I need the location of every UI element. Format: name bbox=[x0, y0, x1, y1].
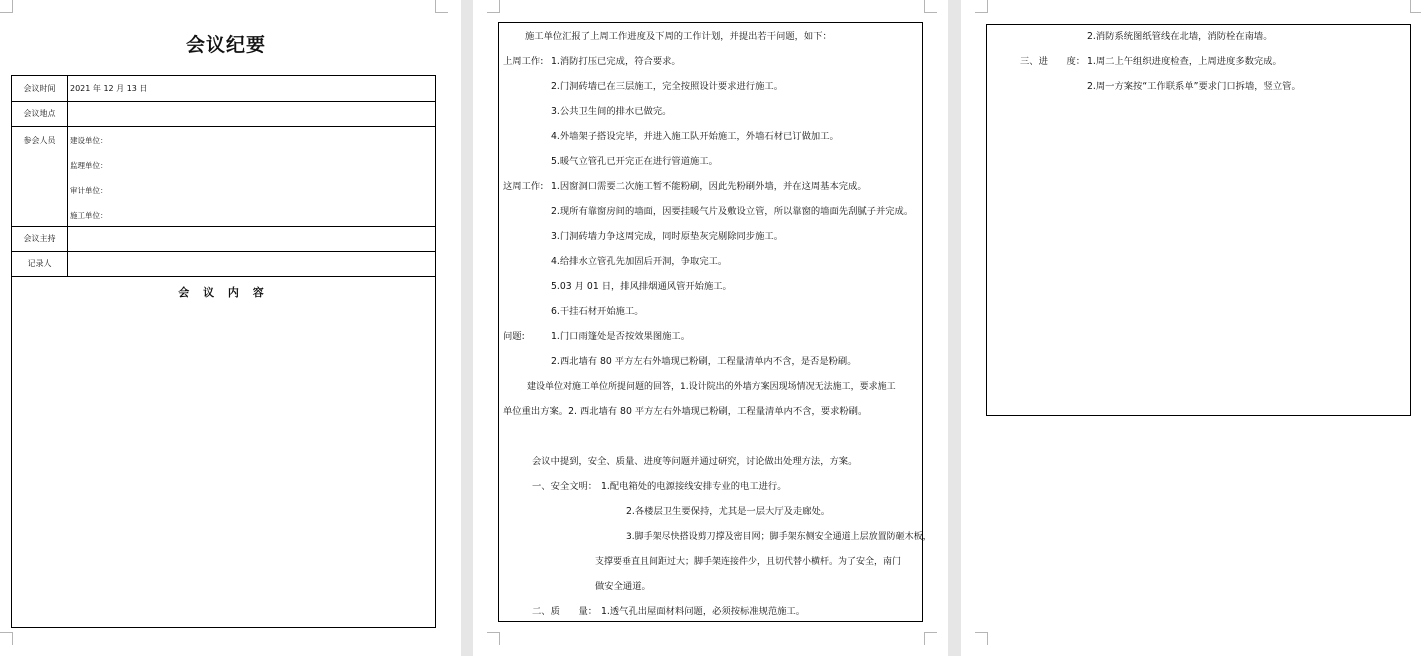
meeting-location-label: 会议地点 bbox=[23, 109, 56, 118]
issues-label: 问题: bbox=[503, 331, 525, 342]
progress-label: 三、进 度： bbox=[1020, 56, 1086, 67]
last-week-label: 上周工作: bbox=[503, 56, 544, 67]
list-item: 4.给排水立管孔先加固后开洞，争取完工。 bbox=[551, 256, 728, 267]
table-row bbox=[12, 102, 435, 127]
list-item: 5.03 月 01 日，排风排烟通风管开始施工。 bbox=[551, 281, 732, 292]
list-item: 2.门洞砖墙已在三层施工，完全按照设计要求进行施工。 bbox=[551, 81, 783, 92]
meeting-summary-line: 会议中提到，安全、质量、进度等问题并通过研究，讨论做出处理方法，方案。 bbox=[532, 456, 858, 467]
list-item: 做安全通道。 bbox=[595, 581, 651, 592]
intro-line: 施工单位汇报了上周工作进度及下周的工作计划，并提出若干问题，如下： bbox=[525, 31, 832, 42]
list-item: 1.配电箱处的电源接线安排专业的电工进行。 bbox=[601, 481, 787, 492]
content-heading: 会 议 内 容 bbox=[178, 286, 269, 299]
list-item: 2.现所有靠窗房间的墙面，因要挂暖气片及敷设立管，所以靠窗的墙面先刮腻子并完成。 bbox=[551, 206, 914, 217]
meeting-content-frame bbox=[498, 22, 932, 622]
margin-corner-mark bbox=[975, 632, 988, 645]
list-item: 1.门口雨篷处是否按效果图施工。 bbox=[551, 331, 691, 342]
list-item: 2.消防系统图纸管线在北墙，消防栓在南墙。 bbox=[1087, 31, 1273, 42]
margin-corner-mark bbox=[0, 632, 13, 645]
meeting-time-label: 会议时间 bbox=[23, 84, 56, 93]
quality-label: 二、质 量： bbox=[532, 606, 598, 617]
margin-corner-mark bbox=[1410, 0, 1421, 13]
reply-line: 单位重出方案。2. 西北墙有 80 平方左右外墙现已粉刷，工程量清单内不含，要求粉刷。 bbox=[503, 406, 868, 417]
attendees-label: 参会人员 bbox=[23, 136, 56, 145]
list-item: 2.周一方案按“工作联系单”要求门口拆墙，竖立管。 bbox=[1087, 81, 1301, 92]
list-item: 1.透气孔出屋面材料问题，必须按标准规范施工。 bbox=[601, 606, 806, 617]
unit-line-audit: 审计单位： bbox=[70, 186, 108, 195]
margin-corner-mark bbox=[924, 632, 937, 645]
unit-line-contractor: 施工单位： bbox=[70, 211, 108, 220]
document-page-3 bbox=[961, 0, 1421, 656]
safety-label: 一、安全文明： bbox=[532, 481, 598, 492]
meeting-content-frame bbox=[986, 24, 1411, 416]
margin-corner-mark bbox=[487, 0, 500, 13]
unit-line-construction: 建设单位： bbox=[70, 136, 108, 145]
margin-corner-mark bbox=[487, 632, 500, 645]
table-row bbox=[12, 127, 435, 227]
unit-line-supervision: 监理单位： bbox=[70, 161, 108, 170]
table-row bbox=[12, 227, 435, 252]
list-item: 4.外墙架子搭设完毕，并进入施工队开始施工，外墙石材已订做加工。 bbox=[551, 131, 839, 142]
margin-corner-mark bbox=[975, 0, 988, 13]
list-item: 5.暖气立管孔已开完正在进行管道施工。 bbox=[551, 156, 718, 167]
margin-corner-mark bbox=[435, 0, 448, 13]
recorder-label: 记录人 bbox=[27, 259, 52, 268]
list-item: 2.各楼层卫生要保持，尤其是一层大厅及走廊处。 bbox=[626, 506, 831, 517]
page-title: 会议纪要 bbox=[185, 34, 266, 56]
list-item: 1.消防打压已完成，符合要求。 bbox=[551, 56, 681, 67]
margin-corner-mark bbox=[924, 0, 937, 13]
list-item: 3.脚手架尽快搭设剪刀撑及密目网；脚手架东侧安全通道上层放置防砸木板， bbox=[626, 532, 932, 542]
list-item: 1.周二上午组织进度检查，上周进度多数完成。 bbox=[1087, 56, 1282, 67]
list-item: 6.干挂石材开始施工。 bbox=[551, 306, 644, 317]
table-row bbox=[12, 252, 435, 277]
reply-line: 建设单位对施工单位所提问题的回答，1.设计院出的外墙方案因现场情况无法施工，要求施工 bbox=[527, 382, 896, 392]
margin-corner-mark bbox=[0, 0, 13, 13]
list-item: 支撑要垂直且间距过大；脚手架连接件少，且切代替小横杆。为了安全，南门 bbox=[595, 557, 902, 567]
meeting-time-value: 2021 年 12 月 13 日 bbox=[70, 84, 148, 93]
this-week-label: 这周工作: bbox=[503, 181, 544, 192]
document-page-2 bbox=[473, 0, 948, 656]
document-page-1 bbox=[0, 0, 461, 656]
host-label: 会议主持 bbox=[23, 234, 56, 243]
list-item: 2.西北墙有 80 平方左右外墙现已粉刷，工程量清单内不含，是否是粉刷。 bbox=[551, 356, 857, 367]
list-item: 3.公共卫生间的排水已做完。 bbox=[551, 106, 672, 117]
meeting-form-table bbox=[11, 75, 436, 628]
table-row bbox=[12, 76, 435, 102]
list-item: 3.门洞砖墙力争这周完成，同时原垫灰完剔除同步施工。 bbox=[551, 231, 783, 242]
list-item: 1.因窗洞口需要二次施工暂不能粉刷，因此先粉刷外墙，并在这周基本完成。 bbox=[551, 181, 867, 192]
